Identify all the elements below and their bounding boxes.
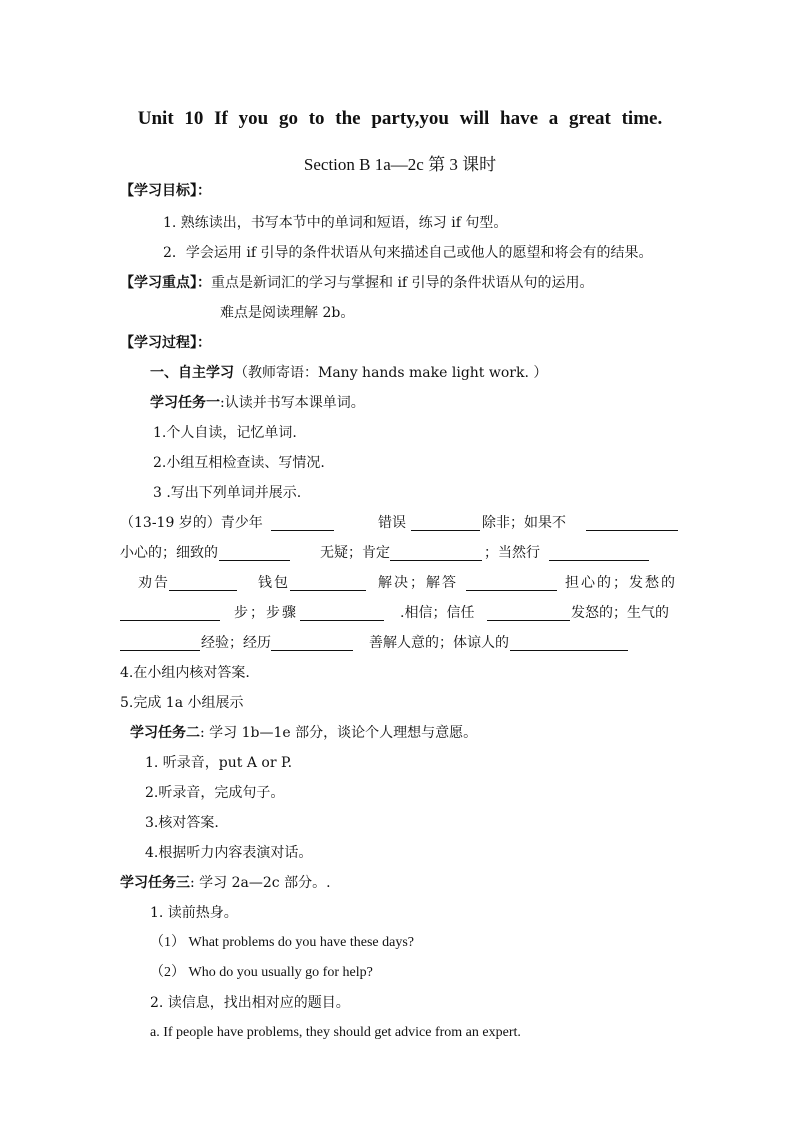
task1-label: 学习任务一 — [150, 395, 220, 411]
blank-trust[interactable] — [487, 606, 570, 621]
vocab-w15: 善解人意的；体谅人的 — [369, 635, 509, 651]
blank-advice[interactable] — [169, 576, 237, 591]
task3-item-2: 2. 读信息，找出相对应的题目。 — [150, 995, 350, 1011]
vocab-w4: 小心的；细致的 — [120, 545, 218, 561]
blank-angry[interactable] — [120, 636, 200, 651]
blank-certainly[interactable] — [390, 546, 482, 561]
task2-label: 学习任务二 — [130, 725, 200, 741]
vocab-w7: 劝告 — [138, 575, 170, 591]
task3-question-1: （1） What problems do you have these days? — [150, 935, 414, 950]
vocab-w12: .相信；信任 — [400, 605, 475, 621]
section1-label: 一、自主学习 — [150, 365, 234, 381]
blank-solve[interactable] — [466, 576, 557, 591]
blank-teenager[interactable] — [271, 516, 334, 531]
vocab-w9: 解决；解答 — [378, 575, 458, 591]
difficulty-text: 难点是阅读理解 2b。 — [220, 305, 355, 321]
task1-item-1: 1.个人自读，记忆单词. — [153, 425, 297, 441]
goal-item-2: 2．学会运用 if 引导的条件状语从句来描述自己或他人的愿望和将会有的结果。 — [163, 245, 653, 261]
blank-of-course[interactable] — [549, 546, 649, 561]
task1-item-5: 5.完成 1a 小组展示 — [120, 695, 244, 711]
blank-worried[interactable] — [120, 606, 220, 621]
vocab-w6: ；当然行 — [484, 545, 540, 561]
task3-line — [120, 873, 331, 893]
task2-line — [130, 723, 477, 743]
goal-item-1: 1. 熟练读出，书写本节中的单词和短语，练习 if 句型。 — [163, 215, 508, 231]
task1-item-4: 4.在小组内核对答案. — [120, 665, 250, 681]
task2-item-4: 4.根据听力内容表演对话。 — [145, 845, 313, 861]
vocab-w5: 无疑；肯定 — [320, 545, 390, 561]
task1-text: :认读并书写本课单词。 — [220, 395, 365, 411]
task2-item-1: 1. 听录音，put A or P. — [145, 755, 293, 771]
focus-text: 重点是新词汇的学习与掌握和 if 引导的条件状语从句的运用。 — [211, 275, 594, 291]
task1-line — [150, 393, 365, 413]
focus-heading: 【学习重点】： — [120, 275, 211, 291]
page-title: Unit 10 If you go to the party,you will have a great time. — [137, 108, 663, 129]
task2-item-3: 3.核对答案. — [145, 815, 219, 831]
blank-mistake[interactable] — [411, 516, 480, 531]
goals-heading: 【学习目标】： — [120, 183, 211, 199]
section1-line — [150, 363, 547, 383]
task3-text: : 学习 2a—2c 部分。. — [190, 875, 331, 891]
task2-text: : 学习 1b—1e 部分，谈论个人理想与意愿。 — [200, 725, 478, 741]
task3-label: 学习任务三 — [120, 875, 190, 891]
vocab-w1: （13-19 岁的）青少年 — [120, 515, 263, 531]
blank-experience[interactable] — [271, 636, 353, 651]
focus-line — [120, 273, 594, 293]
task3-question-2: （2） Who do you usually go for help? — [150, 965, 373, 980]
blank-wallet[interactable] — [290, 576, 366, 591]
task1-item-2: 2.小组互相检查读、写情况. — [153, 455, 325, 471]
vocab-w14: 经验；经历 — [201, 635, 271, 651]
task3-answer-a: a. If people have problems, they should get advice from an expert. — [150, 1025, 521, 1040]
task3-item-1: 1. 读前热身。 — [150, 905, 238, 921]
blank-unless[interactable] — [586, 516, 678, 531]
vocab-w3: 除非；如果不 — [482, 515, 566, 531]
task2-item-2: 2.听录音，完成句子。 — [145, 785, 285, 801]
process-heading: 【学习过程】： — [120, 335, 211, 351]
vocab-w8: 钱包 — [258, 575, 290, 591]
blank-careful[interactable] — [219, 546, 290, 561]
vocab-w2: 错误 — [378, 515, 406, 531]
vocab-w13: 发怒的；生气的 — [571, 605, 669, 621]
task1-item-3: 3 .写出下列单词并展示. — [153, 485, 302, 501]
vocab-w11: 步；步骤 — [234, 605, 298, 621]
section-subtitle: Section B 1a—2c 第 3 课时 — [303, 155, 497, 174]
section1-note: （教师寄语：Many hands make light work. ） — [234, 365, 548, 381]
blank-step[interactable] — [300, 606, 384, 621]
blank-understanding[interactable] — [510, 636, 628, 651]
vocab-w10: 担心的；发愁的 — [565, 575, 677, 591]
